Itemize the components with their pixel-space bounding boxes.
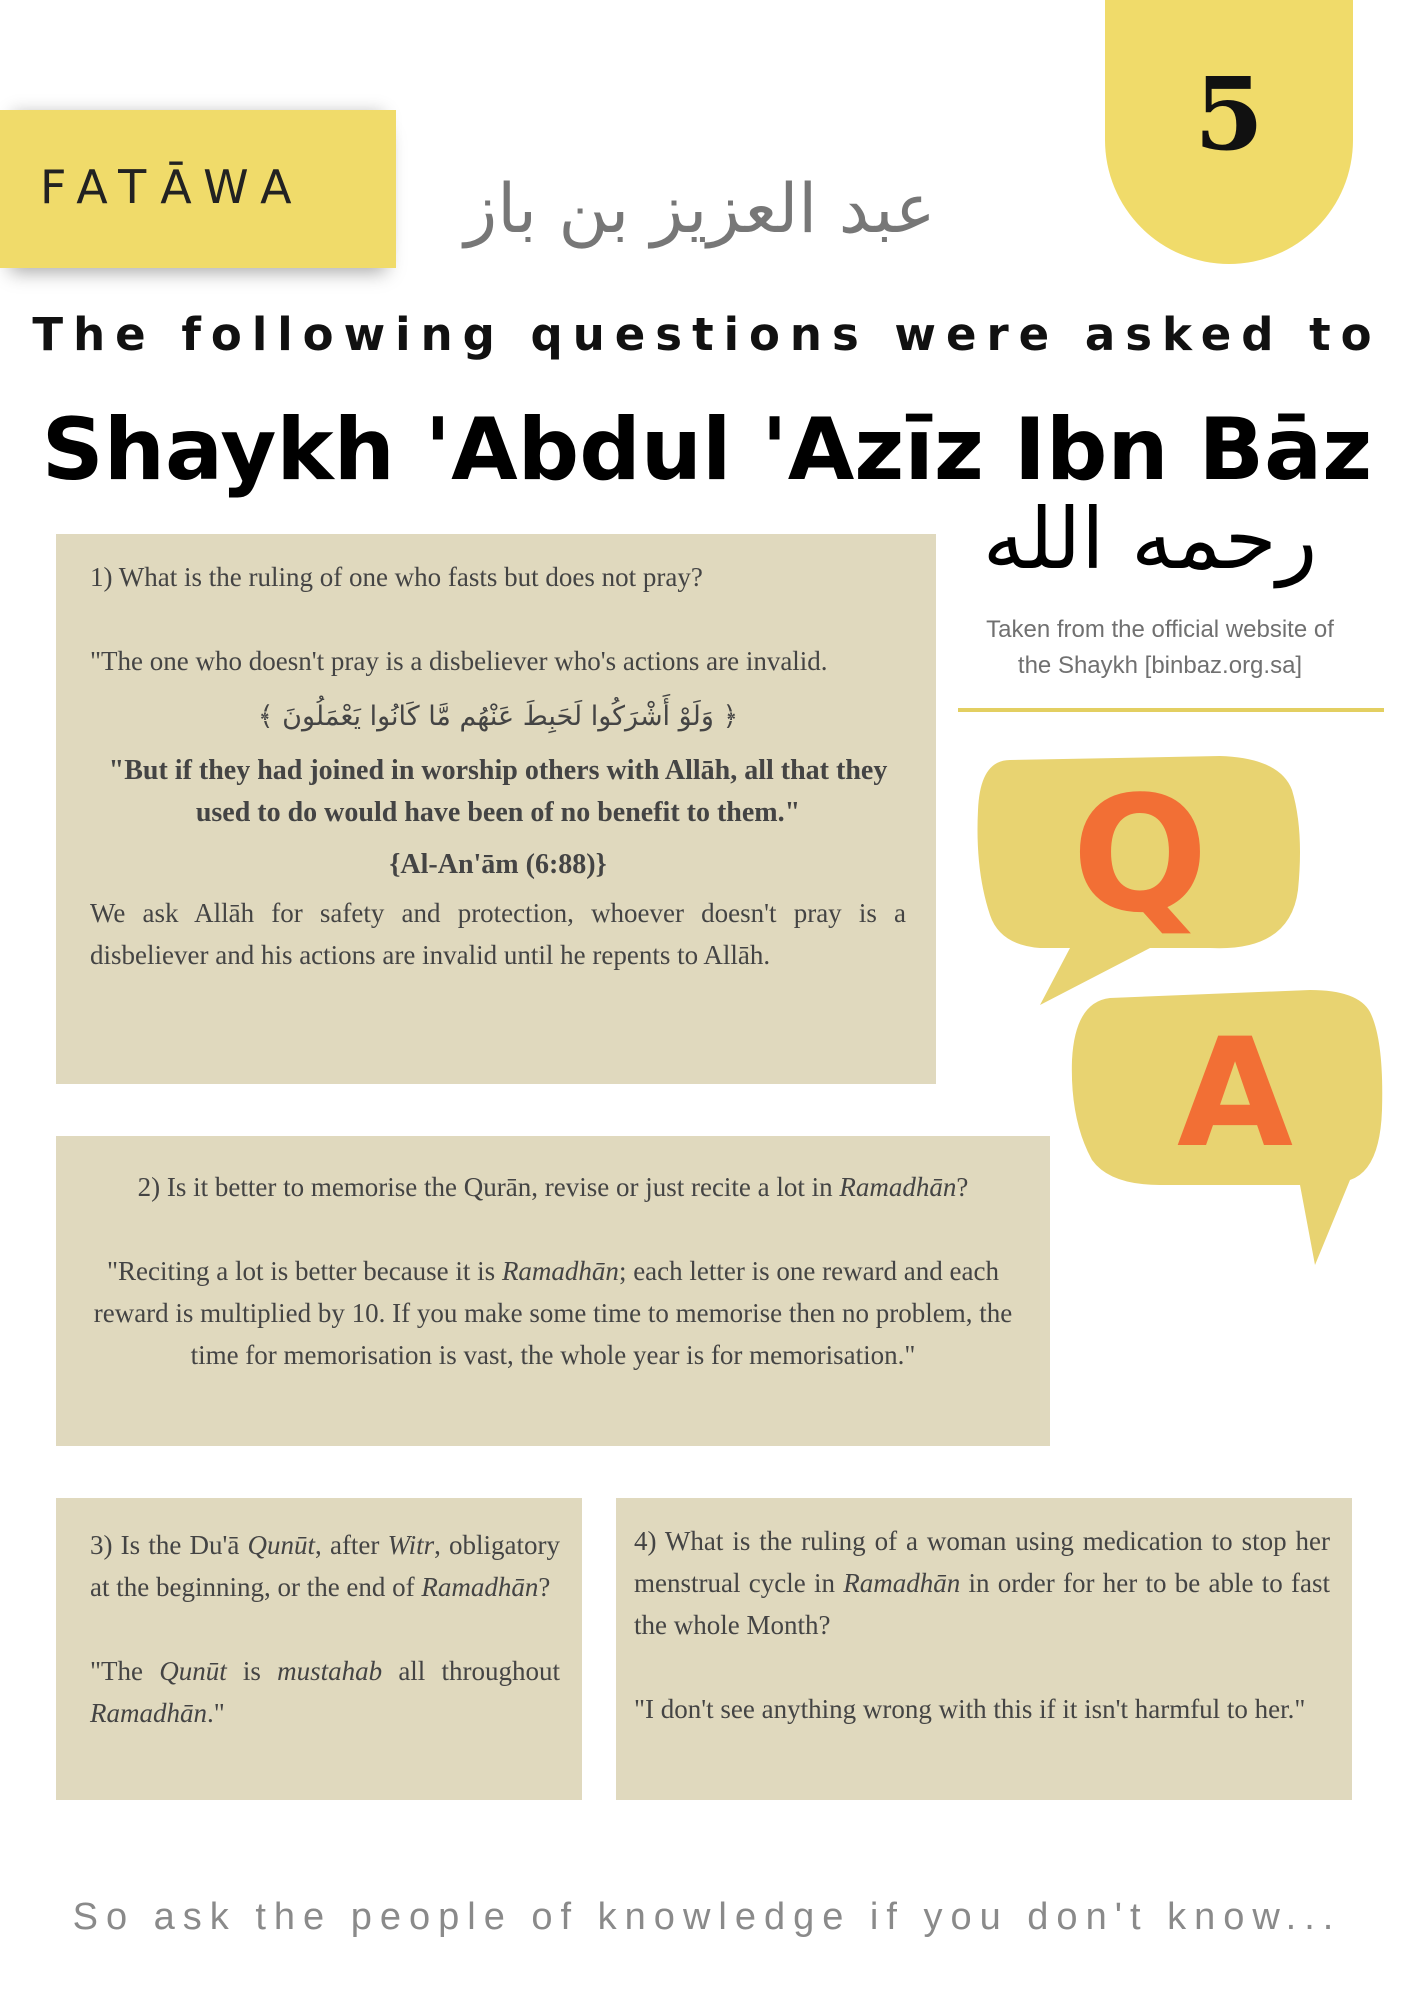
question-4: 4) What is the ruling of a woman using medication to stop her menstrual cycle in Ramadhān in order for her to be able to fast the whole Month?: [634, 1526, 1330, 1640]
qa-box-3: [56, 1498, 582, 1800]
answer-2: "Reciting a lot is better because it is Ramadhān; each letter is one reward and each reward is multiplied by 10. If you make some time to memorise then no problem, the time for memorisation is vast, the whole year is for memorisation.": [93, 1256, 1013, 1370]
question-2: 2) Is it better to memorise the Qurān, revise or just recite a lot in Ramadhān?: [137, 1172, 969, 1202]
arabic-honorific: رحمه الله: [982, 490, 1318, 588]
arabic-name: عبد العزيز بن باز: [464, 170, 936, 249]
issue-number: 5: [1194, 55, 1264, 173]
q-letter: Q: [1071, 761, 1209, 948]
footer-quote: So ask the people of knowledge if you don't know...: [72, 1896, 1342, 1938]
question-1: 1) What is the ruling of one who fasts but does not pray?: [90, 562, 703, 592]
source-note: [950, 612, 1370, 684]
verse-english: "But if they had joined in worship others with Allāh, all that they used to do would have been of no benefit to them.": [108, 755, 888, 828]
answer-1-part1: "The one who doesn't pray is a disbeliever who's actions are invalid.: [90, 646, 828, 676]
qa-box-4: [616, 1498, 1352, 1800]
verse-arabic: ﴿ وَلَوْ أَشْرَكُوا لَحَبِطَ عَنْهُم مَّا كَانُوا يَعْمَلُونَ ﴾: [257, 701, 739, 732]
subtitle: The following questions were asked to: [32, 308, 1382, 361]
answer-1-part2: We ask Allāh for safety and protection, whoever doesn't pray is a disbeliever and his actions are invalid until he repents to Allāh.: [90, 898, 906, 970]
a-letter: A: [1176, 1007, 1294, 1181]
qa-box-2: [56, 1136, 1050, 1446]
question-3: 3) Is the Du'ā Qunūt, after Witr, obligatory at the beginning, or the end of Ramadhān?: [90, 1530, 561, 1602]
verse-reference: {Al-An'ām (6:88)}: [389, 849, 607, 880]
fatawa-label: FATĀWA: [40, 160, 306, 214]
answer-3: "The Qunūt is mustahab all throughout Ramadhān.": [90, 1656, 560, 1728]
source-line-1: Taken from the official website of: [986, 616, 1334, 643]
divider: [958, 708, 1384, 712]
page-title: Shaykh 'Abdul 'Azīz Ibn Bāz: [41, 400, 1373, 500]
source-line-2: the Shaykh [binbaz.org.sa]: [1017, 652, 1303, 679]
qa-box-1: [56, 534, 936, 1084]
answer-4: "I don't see anything wrong with this if it isn't harmful to her.": [634, 1694, 1306, 1724]
